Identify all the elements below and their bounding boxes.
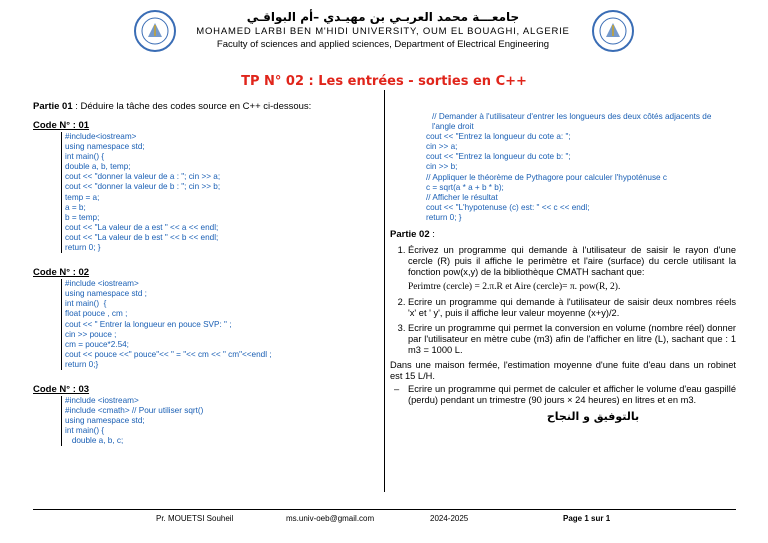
code-line: #include <cmath> // Pour utiliser sqrt() [65,406,204,416]
code-line: #include<iostream> [65,132,137,141]
code-line: return 0; } [65,243,101,253]
university-name-french: MOHAMED LARBI BEN M'HIDI UNIVERSITY, OUM EL BOUAGHI, ALGERIE [196,26,570,37]
water-leak-paragraph: Dans une maison fermée, l'estimation moyenne d'une fuite d'eau dans un robinet est 15 L/H. [390,360,736,382]
code-line: cin >> b; [426,162,458,172]
code-line: // Demander à l'utilisateur d'entrer les longueurs des deux côtés adjacents de l'angle droit [432,112,712,132]
code-line: using namespace std ; [65,289,147,299]
code-line: // Afficher le résultat [426,192,498,202]
part1-label: Partie 01 [33,101,73,112]
code-line: double a, b, c; [65,436,124,446]
code-line: cout << "Entrez la longueur du cote b: "; [426,152,571,162]
document-title: TP N° 02 : Les entrées - sorties en C++ [241,74,527,89]
water-leak-task: – Ecrire un programme qui permet de calculer et afficher le volume d'eau gaspillé (perdu) pendant un trimestre (90 jours × 24 heures) en litres et en m3. [390,384,736,406]
university-name-arabic: جامعـــة محمد العربـي بن مهيـدي –أم البواقـي [246,10,520,24]
formula: Perimtre (cercle) = 2.π.R et Aire (cercle)= π. pow(R, 2). [408,282,621,293]
footer-page-number: Page 1 sur 1 [563,514,611,523]
part2-heading [390,229,736,240]
code-line: int main() { [65,299,107,309]
university-logo-left [134,10,176,52]
footer-email: ms.univ-oeb@gmail.com [286,514,375,523]
code-line: int main() { [65,152,105,162]
part1-heading [33,100,378,113]
university-logo-right [592,10,634,52]
code-line: cout << "donner la valeur de a : "; cin >> a; [65,172,221,182]
exercise-item [408,297,736,319]
code3-title: Code N° : 03 [33,383,90,395]
exercise-list [390,245,736,356]
exercise-1-text: Écrivez un programme qui demande à l'utilisateur de saisir le rayon d'une cercle (R) puis il affiche le perimètre et l'aire (surface) du cercle utilisant la fonction pow(x,y) de la bibliothèque CMATH sachant que: [408,245,736,278]
code3-continued-block [390,112,736,223]
code3-block [61,396,378,446]
code-line: cout << "donner la valeur de b : "; cin >> b; [65,182,221,192]
code-line: cin >> a; [426,142,458,152]
code-line: using namespace std; [65,142,145,152]
document-header [180,10,586,51]
code-line: return 0;} [65,359,99,369]
code-line: temp = a; [65,192,100,202]
exercise-item [408,245,736,293]
closing-wish: بالتوفيق و النجاح [546,410,640,424]
right-column [390,112,736,423]
code-line: cin >> pouce ; [65,329,117,339]
code-line: cm = pouce*2.54; [65,339,129,349]
code-line: return 0; } [426,212,462,222]
code2-title: Code N° : 02 [33,267,90,279]
code-line: cout << "Entrez la longueur du cote a: "; [426,132,571,142]
code-line: cout << "La valeur de a est " << a << endl; [65,222,219,232]
logo-emblem-icon [598,16,628,46]
code-line: using namespace std; [65,416,145,426]
part2-colon: : [429,229,435,241]
code-line: cout << "La valeur de b est " << b << endl; [65,232,219,242]
code-line: a = b; [65,202,86,212]
code1-title: Code N° : 01 [33,120,90,131]
exercise-2-text: Ecrire un programme qui demande à l'utilisateur de saisir deux nombres réels 'x' et ' y', puis il affiche leur valeur moyenne (x+y)/2. [408,297,736,319]
code-line: double a, b, temp; [65,162,131,172]
faculty-name: Faculty of sciences and applied sciences, Department of Electrical Engineering [216,39,550,50]
exercise-3-text: Ecrire un programme qui permet la conversion en volume (nombre réel) donner par l'utilisateur en mètre cube (m3) afin de l'afficher en litre (L), sachant que : 1 m3 = 1000 L. [408,323,736,356]
footer-year: 2024-2025 [430,514,469,523]
footer-rule [33,509,736,510]
footer-author: Pr. MOUETSI Souheil [156,514,234,523]
code-line: #include <iostream> [65,279,139,289]
exercise-item [408,323,736,356]
code-line: cout << " Entrer la longueur en pouce SVP: " ; [65,319,232,329]
code-line: b = temp; [65,212,100,222]
code-line: cout << pouce <<" pouce"<< " = "<< cm << " cm"<<endl ; [65,349,272,359]
left-column [33,100,378,446]
code-line: float pouce , cm ; [65,309,128,319]
code-line: // Appliquer le théorème de Pythagore pour calculer l'hypoténuse c [426,172,667,182]
column-divider [384,90,385,492]
code-line: int main() { [65,426,105,436]
code1-block [61,132,378,253]
code-line: #include <iostream> [65,395,139,405]
part2-label: Partie 02 [390,229,430,241]
logo-emblem-icon [140,16,170,46]
part1-instruction: : Déduire la tâche des codes source en C++ ci-dessous: [72,101,312,112]
code-line: c = sqrt(a * a + b * b); [426,182,504,192]
code2-block [61,279,378,370]
code-line: cout << "L'hypotenuse (c) est: " << c << endl; [426,202,590,212]
